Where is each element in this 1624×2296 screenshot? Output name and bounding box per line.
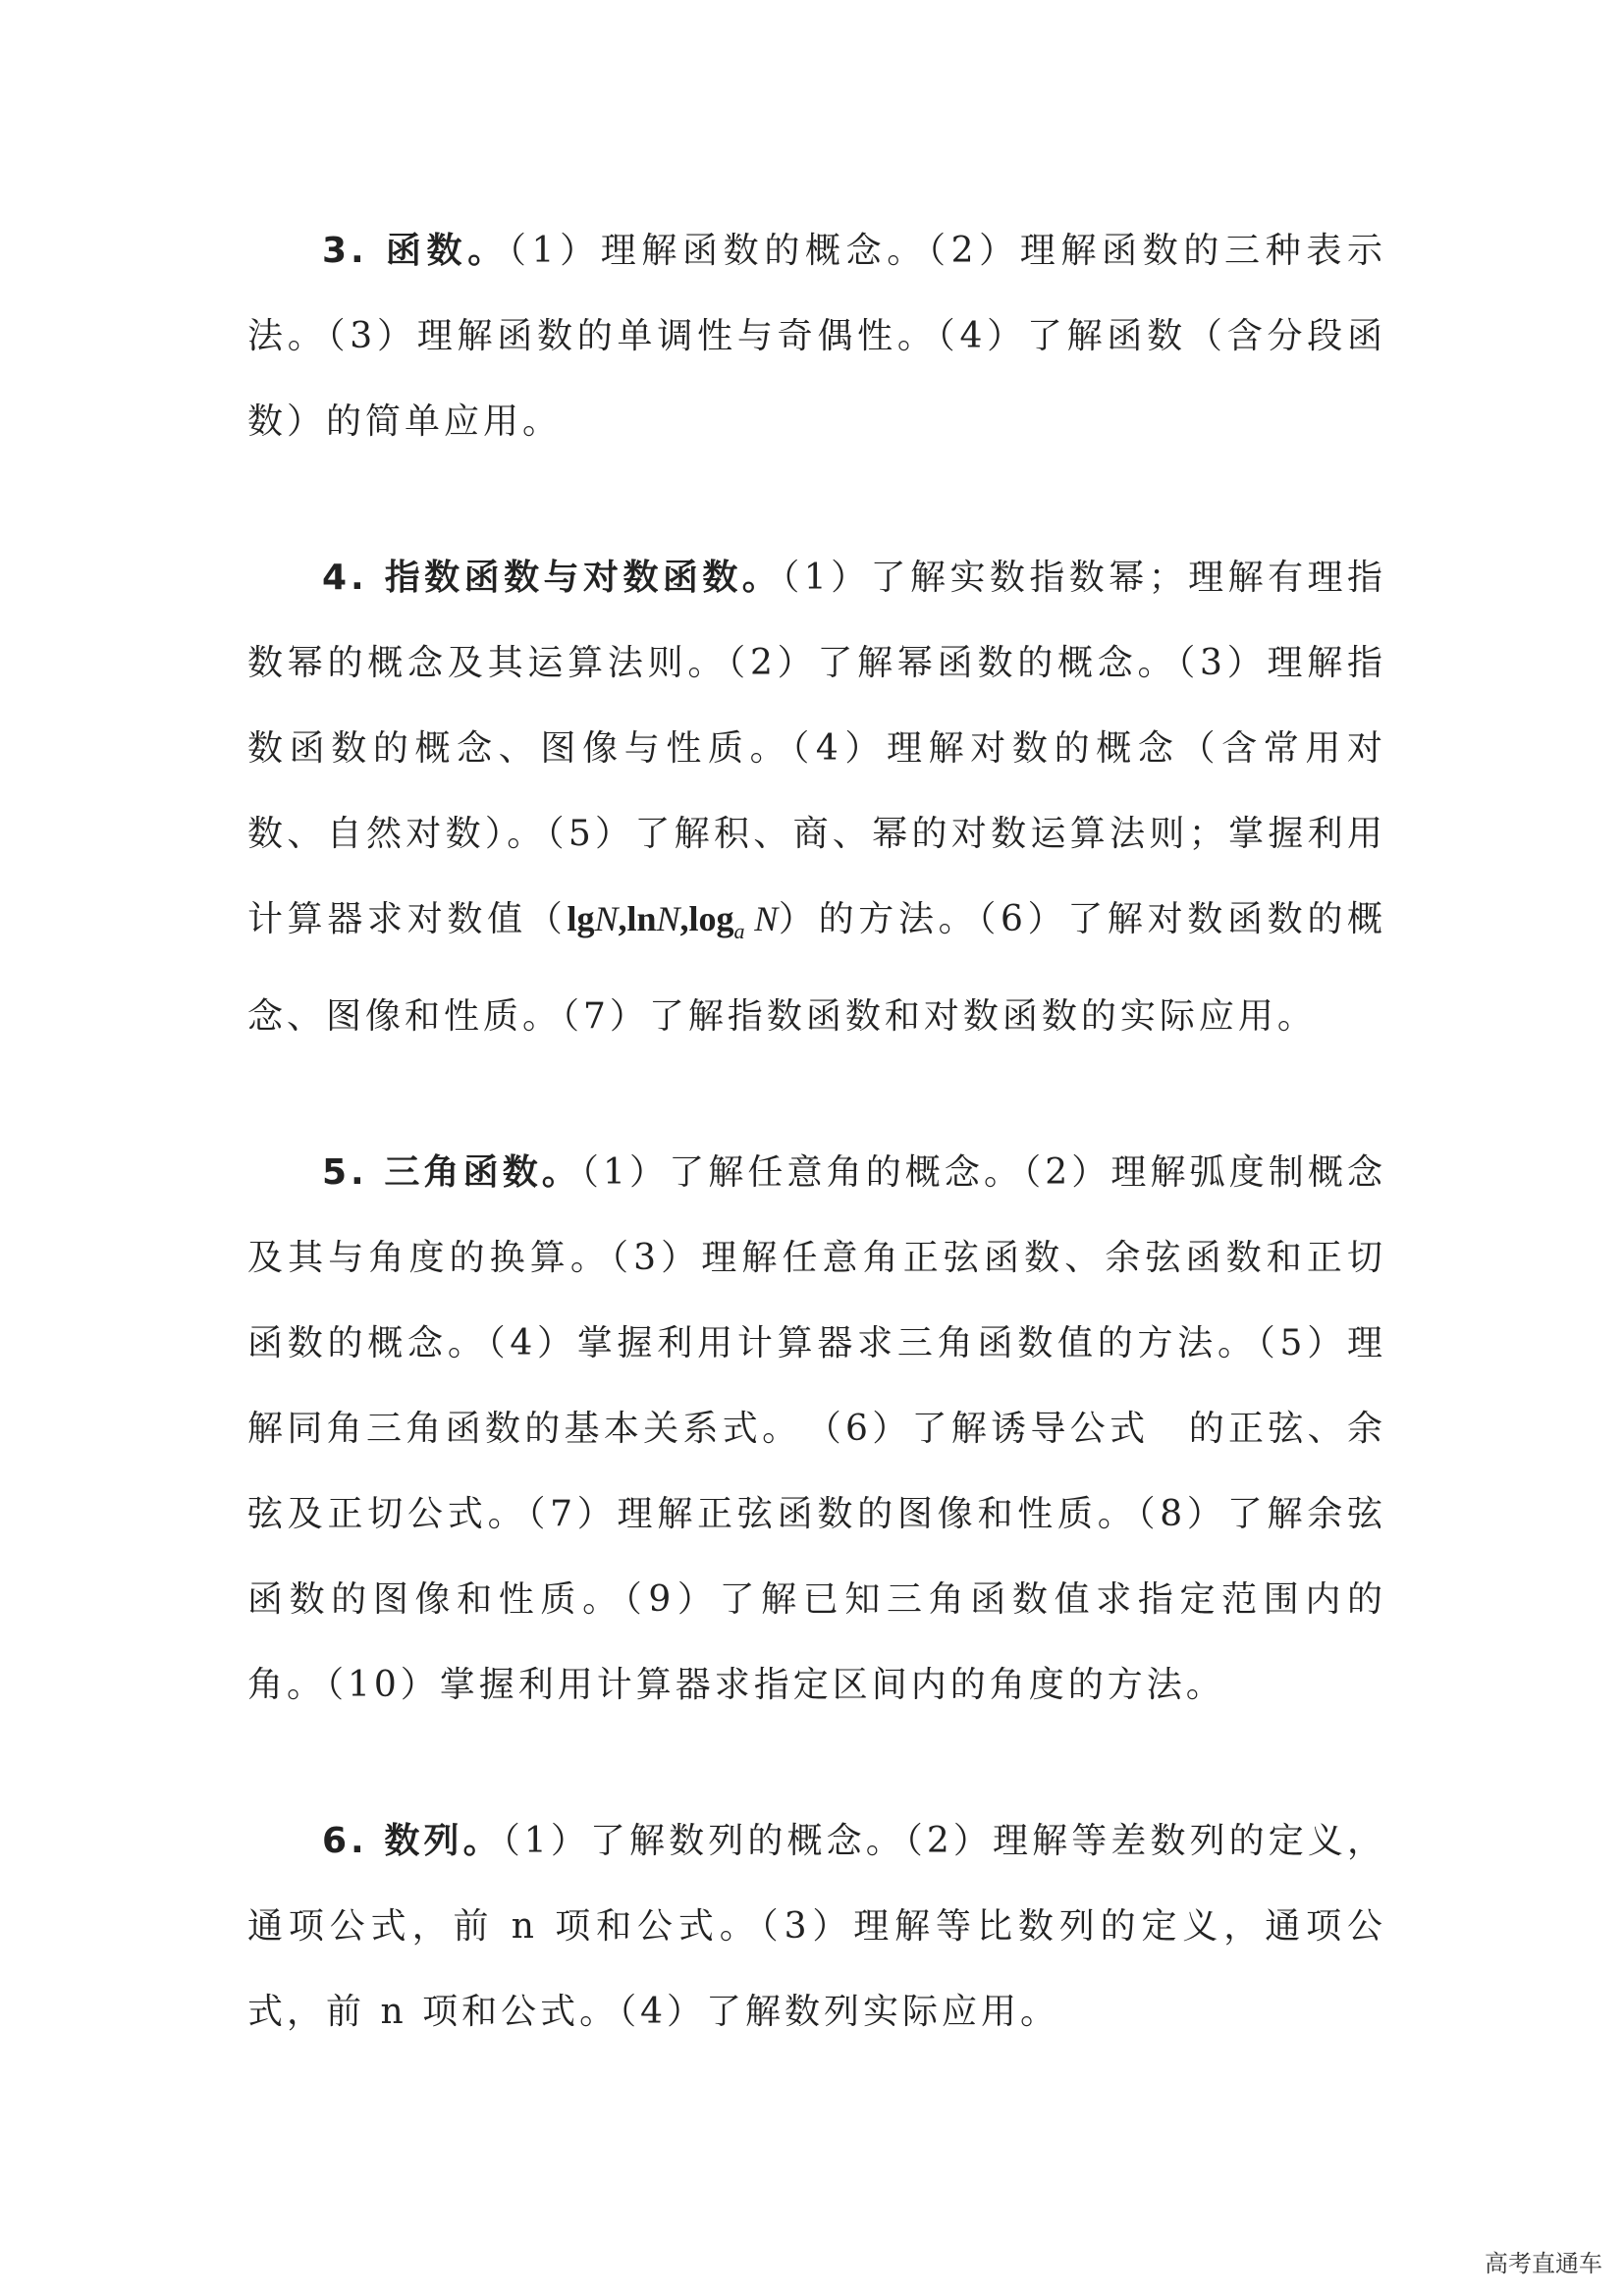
document-body <box>247 208 1386 2125</box>
section-text: （1）了解任意角的概念。（2）理解弧度制概念及其与角度的换算。（3）理解任意角正弦函数、余弦函数和正切函数的概念。（4）掌握利用计算器求三角函数值的方法。（5）理解同角三角函数的基本关系式。 （6）了解诱导公式 的正弦、余弦及正切公式。（7）理解正弦函数的图像和性质。（8）了解余弦函数的图像和性质。（9）了解已知三角函数值求指定范围内的角。（10）掌握利用计算器求指定区间内的角度的方法。 <box>247 1152 1387 1706</box>
section-text: （1）了解实数指数幂；理解有理指数幂的概念及其运算法则。（2）了解幂函数的概念。（3）理解指数函数的概念、图像与性质。（4）理解对数的概念（含常用对数、自然对数）。（5）了解积、商、幂的对数运算法则；掌握利用计算器求对数值（ <box>247 558 1386 939</box>
watermark-text: 高考直通车 <box>1485 2250 1602 2277</box>
section-heading: 5. 三角函数。 <box>322 1152 581 1194</box>
section-text: （1）了解数列的概念。（2）理解等差数列的定义，通项公式，前 n 项和公式。（3）理解等比数列的定义，通项公式，前 n 项和公式。（4）了解数列实际应用。 <box>247 1821 1387 2033</box>
section-heading: 4. 指数函数与对数函数。 <box>322 558 783 598</box>
section-exp-log-functions <box>247 535 1386 1059</box>
log-formula: $\lg N,\ln N,\log_a$ N <box>567 899 779 944</box>
section-trig-functions <box>247 1130 1386 1728</box>
section-text: （1）理解函数的概念。（2）理解函数的三种表示法。（3）理解函数的单调性与奇偶性。（4）了解函数（含分段函数）的简单应用。 <box>247 231 1387 442</box>
section-functions <box>247 208 1386 464</box>
section-heading: 6. 数列。 <box>322 1821 503 1862</box>
section-sequences <box>247 1798 1386 2055</box>
section-text: ）的方法。（6）了解对数函数的概念、图像和性质。（7）了解指数函数和对数函数的实际应用。 <box>247 899 1386 1038</box>
section-heading: 3. 函数。 <box>322 231 509 271</box>
